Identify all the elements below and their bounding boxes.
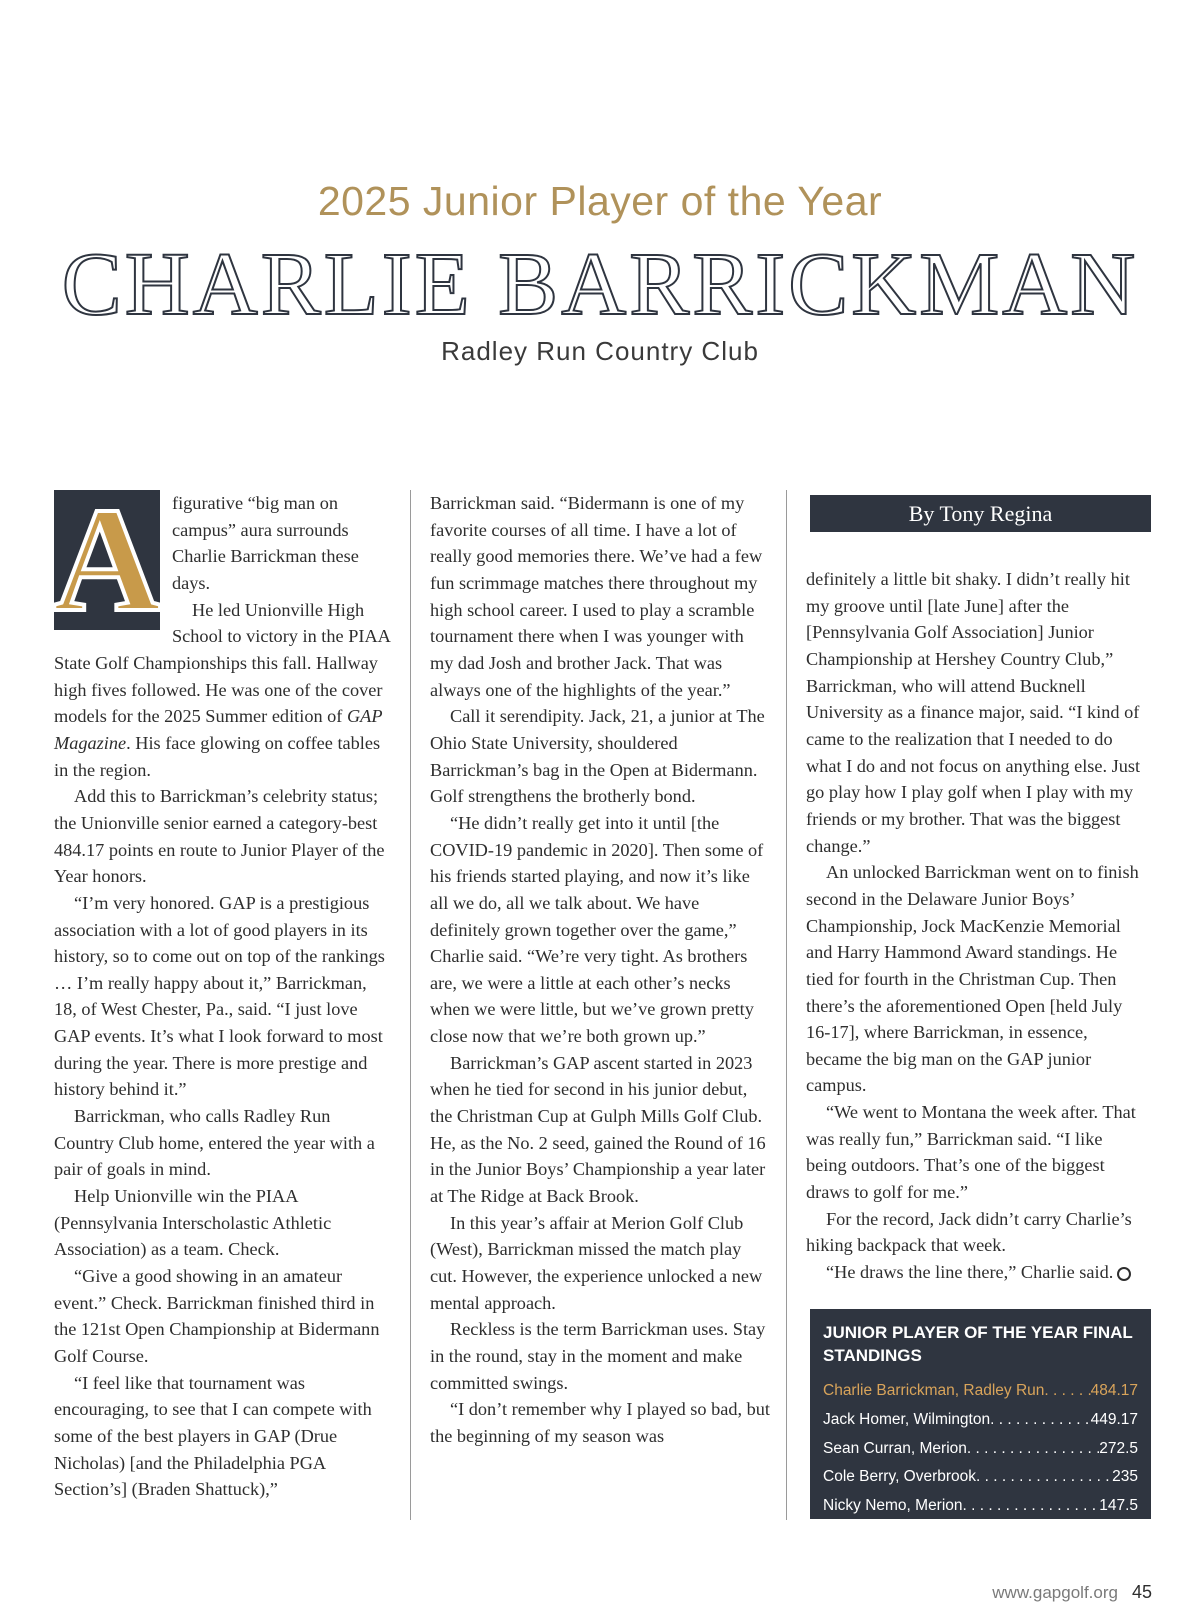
article-subtitle: Radley Run Country Club (441, 336, 759, 366)
standings-row: Jack Homer, Wilmington . . . 449.17 (823, 1406, 1138, 1435)
standings-row: Sean Curran, Merion . . . 272.5 (823, 1435, 1138, 1464)
article-column-1 (52, 477, 394, 1503)
standings-box (810, 1309, 1151, 1519)
end-mark-icon (1117, 1267, 1131, 1281)
byline: By Tony Regina (810, 495, 1151, 532)
article-kicker: 2025 Junior Player of the Year (317, 178, 883, 224)
paragraph: Call it serendipity. Jack, 21, a junior at The Ohio State University, shouldered Barrickman’s bag in the Open at Bidermann. Golf strengthens the brotherly bond. (430, 706, 765, 807)
article-column-2 (430, 490, 770, 1450)
column-divider (786, 490, 787, 1520)
website-url[interactable]: www.gapgolf.org (992, 1583, 1118, 1602)
standings-row: Nicky Nemo, Merion . . . 147.5 (823, 1492, 1138, 1521)
standings-title: JUNIOR PLAYER OF THE YEAR FINAL STANDINGS (823, 1323, 1133, 1365)
paragraph: “I don’t remember why I played so bad, but the beginning of my season was (430, 1399, 771, 1446)
paragraph: “We went to Montana the week after. That was really fun,” Barrickman said. “I like being outdoors. That’s one of the biggest draws to golf for me.” (806, 1102, 1136, 1203)
paragraph: Add this to Barrickman’s celebrity status; the Unionville senior earned a category-best 484.17 points en route to Junior Player of the Year honors. (54, 786, 385, 887)
drop-cap: A (52, 477, 162, 643)
paragraph: In this year’s affair at Merion Golf Club (West), Barrickman missed the match play cut. However, the experience unlocked a new mental approach. (430, 1212, 763, 1313)
article-title: CHARLIE BARRICKMAN (61, 235, 1139, 334)
magazine-title: GAP Magazine (54, 706, 383, 753)
standings-row: Charlie Barrickman, Radley Run . . . 484.17 (823, 1377, 1138, 1406)
paragraph: Reckless is the term Barrickman uses. Stay in the round, stay in the moment and make committed swings. (430, 1319, 766, 1393)
paragraph: Barrickman’s GAP ascent started in 2023 when he tied for second in his junior debut, the Christman Cup at Gulph Mills Golf Club. He, as the No. 2 seed, gained the Round of 16 in the Junior Boys’ Championship a year later at The Ridge at Back Brook. (430, 1052, 766, 1207)
paragraph: Barrickman said. “Bidermann is one of my favorite courses of all time. I have a lot of really good memories there. We’ve had a few fun scrimmage matches there throughout my high school career. I used to play a scramble tournament there when I was younger with my dad Josh and brother Jack. That was always one of the highlights of the year.” (430, 493, 763, 700)
page-footer (992, 1582, 1152, 1603)
paragraph: figurative “big man on campus” aura surrounds Charlie Barrickman these days. (172, 493, 359, 593)
paragraph: “I feel like that tournament was encouraging, to see that I can compete with some of the best players in GAP (Drue Nicholas) [and the Philadelphia PGA Section’s] (Braden Shattuck),” (54, 1372, 372, 1500)
paragraph: He led Unionville High School to victory in the PIAA State Golf Championships this fall. Hallway high fives followed. He was one of the cover models for the 2025 Summer edition of GAP Magazine. His face glowing on coffee tables in the region. (54, 599, 390, 780)
paragraph: “He draws the line there,” Charlie said. (806, 1259, 1146, 1286)
paragraph: “I’m very honored. GAP is a prestigious association with a lot of good players in its history, so to come out on top of the rankings … I’m really happy about it,” Barrickman, 18, of West Chester, Pa., said. “I just love GAP events. It’s what I look forward to most during the year. There is more prestige and history behind it.” (54, 892, 385, 1100)
paragraph: “Give a good showing in an amateur event.” Check. Barrickman finished third in the 121st Open Championship at Bidermann Golf Course. (54, 1266, 380, 1366)
page-number: 45 (1131, 1582, 1152, 1602)
paragraph: “He didn’t really get into it until [the COVID-19 pandemic in 2020]. Then some of his friends started playing, and now it’s like all we do, all we talk about. We have definitely grown together over the game,” Charlie said. “We’re very tight. As brothers are, we were a little at each other’s necks when we were little, but we’ve grown pretty close now that we’re both grown up.” (430, 812, 764, 1047)
paragraph: An unlocked Barrickman went on to finish second in the Delaware Junior Boys’ Championship, Jock MacKenzie Memorial and Harry Hammond Award standings. He tied for fourth in the Christman Cup. Then there’s the aforementioned Open [held July 16-17], where Barrickman, in essence, became the big man on the GAP junior campus. (806, 862, 1139, 1096)
column-divider (410, 490, 411, 1520)
paragraph: Help Unionville win the PIAA (Pennsylvania Interscholastic Athletic Association) as a team. Check. (54, 1186, 332, 1260)
paragraph: Barrickman, who calls Radley Run Country Club home, entered the year with a pair of goals in mind. (54, 1106, 375, 1180)
standings-row: Cole Berry, Overbrook . . . 235 (823, 1463, 1138, 1492)
article-column-3 (806, 566, 1146, 1286)
paragraph: For the record, Jack didn’t carry Charlie’s hiking backpack that week. (806, 1208, 1132, 1256)
paragraph: definitely a little bit shaky. I didn’t really hit my groove until [late June] after the [Pennsylvania Golf Association] Junior Championship at Hershey Country Club,” Barrickman, who will attend Bucknell University as a finance major, said. “I kind of came to the realization that I needed to do what I do and not focus on anything else. Just go play how I play golf when I play with my friends or my brother. That was the biggest change.” (806, 569, 1141, 856)
